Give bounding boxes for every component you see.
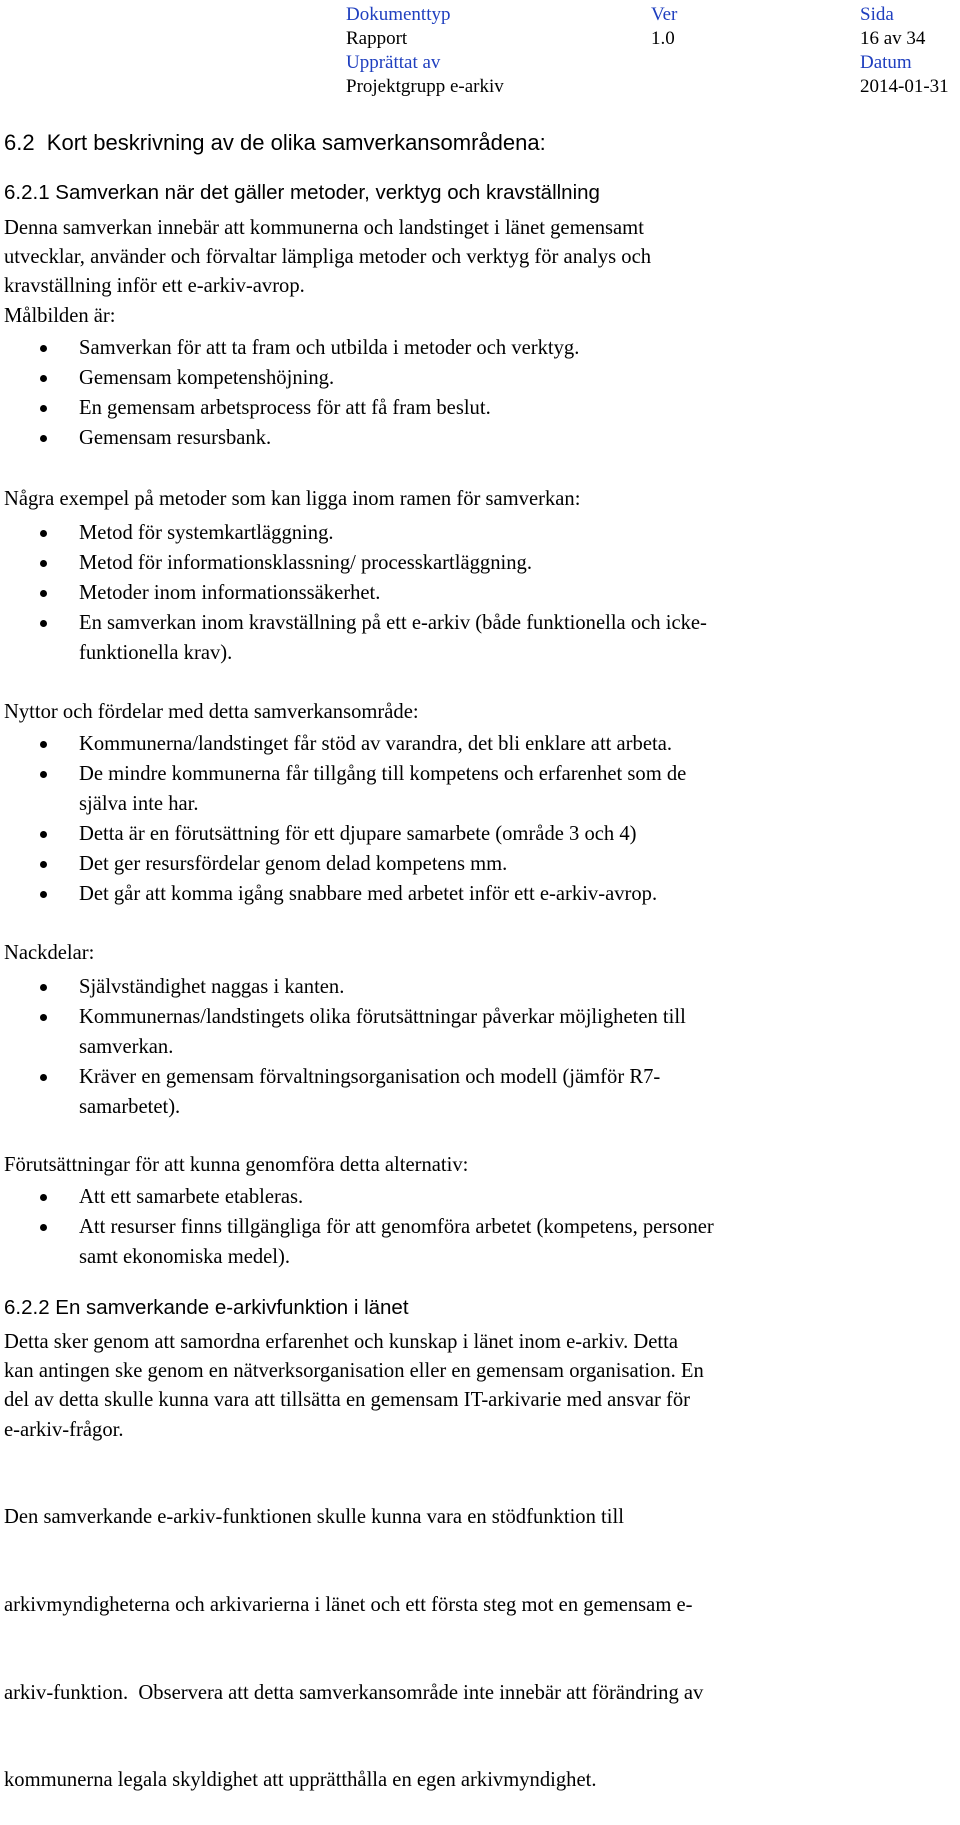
author-label: Upprättat av <box>346 52 441 73</box>
section-title: 6.2 Kort beskrivning av de olika samverkansområdena: <box>4 130 546 155</box>
paragraph-line: e-arkiv-frågor. <box>4 1418 124 1441</box>
list-item-text: Samverkan för att ta fram och utbilda i metoder och verktyg. <box>79 337 580 359</box>
paragraph-line: arkivmyndigheterna och arkivarierna i länet och ett första steg mot en gemensam e- <box>4 1594 693 1617</box>
list-item <box>0 608 950 668</box>
list-item-text: funktionella krav). <box>79 642 233 664</box>
list-item <box>0 759 950 819</box>
intro-paragraph <box>4 214 934 302</box>
list-item <box>0 879 950 909</box>
list-item <box>0 729 950 759</box>
paragraph-line: Den samverkande e-arkiv-funktionen skulle kunna vara en stödfunktion till <box>4 1506 624 1529</box>
prerequisites-list <box>0 1182 950 1272</box>
benefits-list <box>0 729 950 909</box>
goal-heading: Målbilden är: <box>4 305 116 327</box>
list-item-text: Att resurser finns tillgängliga för att genomföra arbetet (kompetens, personer <box>79 1216 714 1238</box>
date-value: 2014-01-31 <box>860 76 949 97</box>
version-value: 1.0 <box>651 28 675 49</box>
paragraph-line: arkiv-funktion. Observera att detta samverkansområde inte innebär att förändring av <box>4 1681 704 1704</box>
list-item-text: själva inte har. <box>79 793 199 815</box>
list-item <box>0 393 950 423</box>
drawbacks-heading: Nackdelar: <box>4 942 95 964</box>
drawbacks-list <box>0 972 950 1122</box>
subsection-title-6-2-2: 6.2.2 En samverkande e-arkivfunktion i länet <box>4 1296 409 1319</box>
list-item <box>0 1182 950 1212</box>
list-item <box>0 972 950 1002</box>
paragraph-line: kommunerna legala skyldighet att upprätthålla en egen arkivmyndighet. <box>4 1769 597 1792</box>
examples-list <box>0 518 950 668</box>
paragraph-line: kravställning inför ett e-arkiv-avrop. <box>4 275 305 298</box>
paragraph-line: del av detta skulle kunna vara att tillsätta en gemensam IT-arkivarie med ansvar för <box>4 1389 691 1412</box>
list-item <box>0 819 950 849</box>
prerequisites-heading: Förutsättningar för att kunna genomföra detta alternativ: <box>4 1154 469 1176</box>
list-item-text: Kommunerna/landstinget får stöd av varandra, det bli enklare att arbeta. <box>79 733 672 755</box>
paragraph-line: Detta sker genom att samordna erfarenhet och kunskap i länet inom e-arkiv. Detta <box>4 1331 679 1353</box>
list-item <box>0 1002 950 1062</box>
list-item-text: Metoder inom informationssäkerhet. <box>79 582 381 604</box>
list-item <box>0 363 950 393</box>
subsection-title-6-2-1: 6.2.1 Samverkan när det gäller metoder, verktyg och kravställning <box>4 181 600 204</box>
date-label: Datum <box>860 52 912 73</box>
list-item-text: Detta är en förutsättning för ett djupare samarbete (område 3 och 4) <box>79 823 637 845</box>
list-item <box>0 1212 950 1272</box>
benefits-heading: Nyttor och fördelar med detta samverkansområde: <box>4 701 419 723</box>
list-item-text: Kommunernas/landstingets olika förutsättningar påverkar möjligheten till <box>79 1006 686 1028</box>
list-item-text: Metod för systemkartläggning. <box>79 522 334 544</box>
page-label: Sida <box>860 4 894 25</box>
list-item <box>0 333 950 363</box>
list-item-text: En samverkan inom kravställning på ett e-arkiv (både funktionella och icke- <box>79 612 707 634</box>
list-item-text: Gemensam kompetenshöjning. <box>79 367 335 389</box>
list-item <box>0 518 950 548</box>
list-item-text: samt ekonomiska medel). <box>79 1246 291 1268</box>
list-item-text: samarbetet). <box>79 1096 181 1118</box>
goal-list <box>0 333 950 453</box>
list-item <box>0 849 950 879</box>
list-item-text: Gemensam resursbank. <box>79 427 272 449</box>
subsection-paragraph-1 <box>4 1328 934 1445</box>
list-item-text: En gemensam arbetsprocess för att få fram beslut. <box>79 397 491 419</box>
author-value: Projektgrupp e-arkiv <box>346 76 504 97</box>
list-item-text: Självständighet naggas i kanten. <box>79 976 345 998</box>
list-item-text: Kräver en gemensam förvaltningsorganisation och modell (jämför R7- <box>79 1066 661 1088</box>
list-item-text: De mindre kommunerna får tillgång till kompetens och erfarenhet som de <box>79 763 687 785</box>
list-item-text: Metod för informationsklassning/ processkartläggning. <box>79 552 532 574</box>
paragraph-line: utvecklar, använder och förvaltar lämpliga metoder och verktyg för analys och <box>4 246 652 269</box>
list-item-text: Det går att komma igång snabbare med arbetet inför ett e-arkiv-avrop. <box>79 883 658 905</box>
list-item <box>0 578 950 608</box>
doc-type-label: Dokumenttyp <box>346 4 451 25</box>
paragraph-line: Denna samverkan innebär att kommunerna och landstinget i länet gemensamt <box>4 217 644 239</box>
examples-heading: Några exempel på metoder som kan ligga inom ramen för samverkan: <box>4 488 581 510</box>
list-item <box>0 1062 950 1122</box>
subsection-paragraph-2 <box>4 1445 934 1825</box>
list-item <box>0 548 950 578</box>
list-item-text: samverkan. <box>79 1036 174 1058</box>
paragraph-line: kan antingen ske genom en nätverksorganisation eller en gemensam organisation. En <box>4 1360 704 1383</box>
list-item <box>0 423 950 453</box>
list-item-text: Det ger resursfördelar genom delad kompetens mm. <box>79 853 508 875</box>
page-value: 16 av 34 <box>860 28 926 49</box>
version-label: Ver <box>651 4 678 25</box>
doc-type-value: Rapport <box>346 28 408 49</box>
list-item-text: Att ett samarbete etableras. <box>79 1186 304 1208</box>
